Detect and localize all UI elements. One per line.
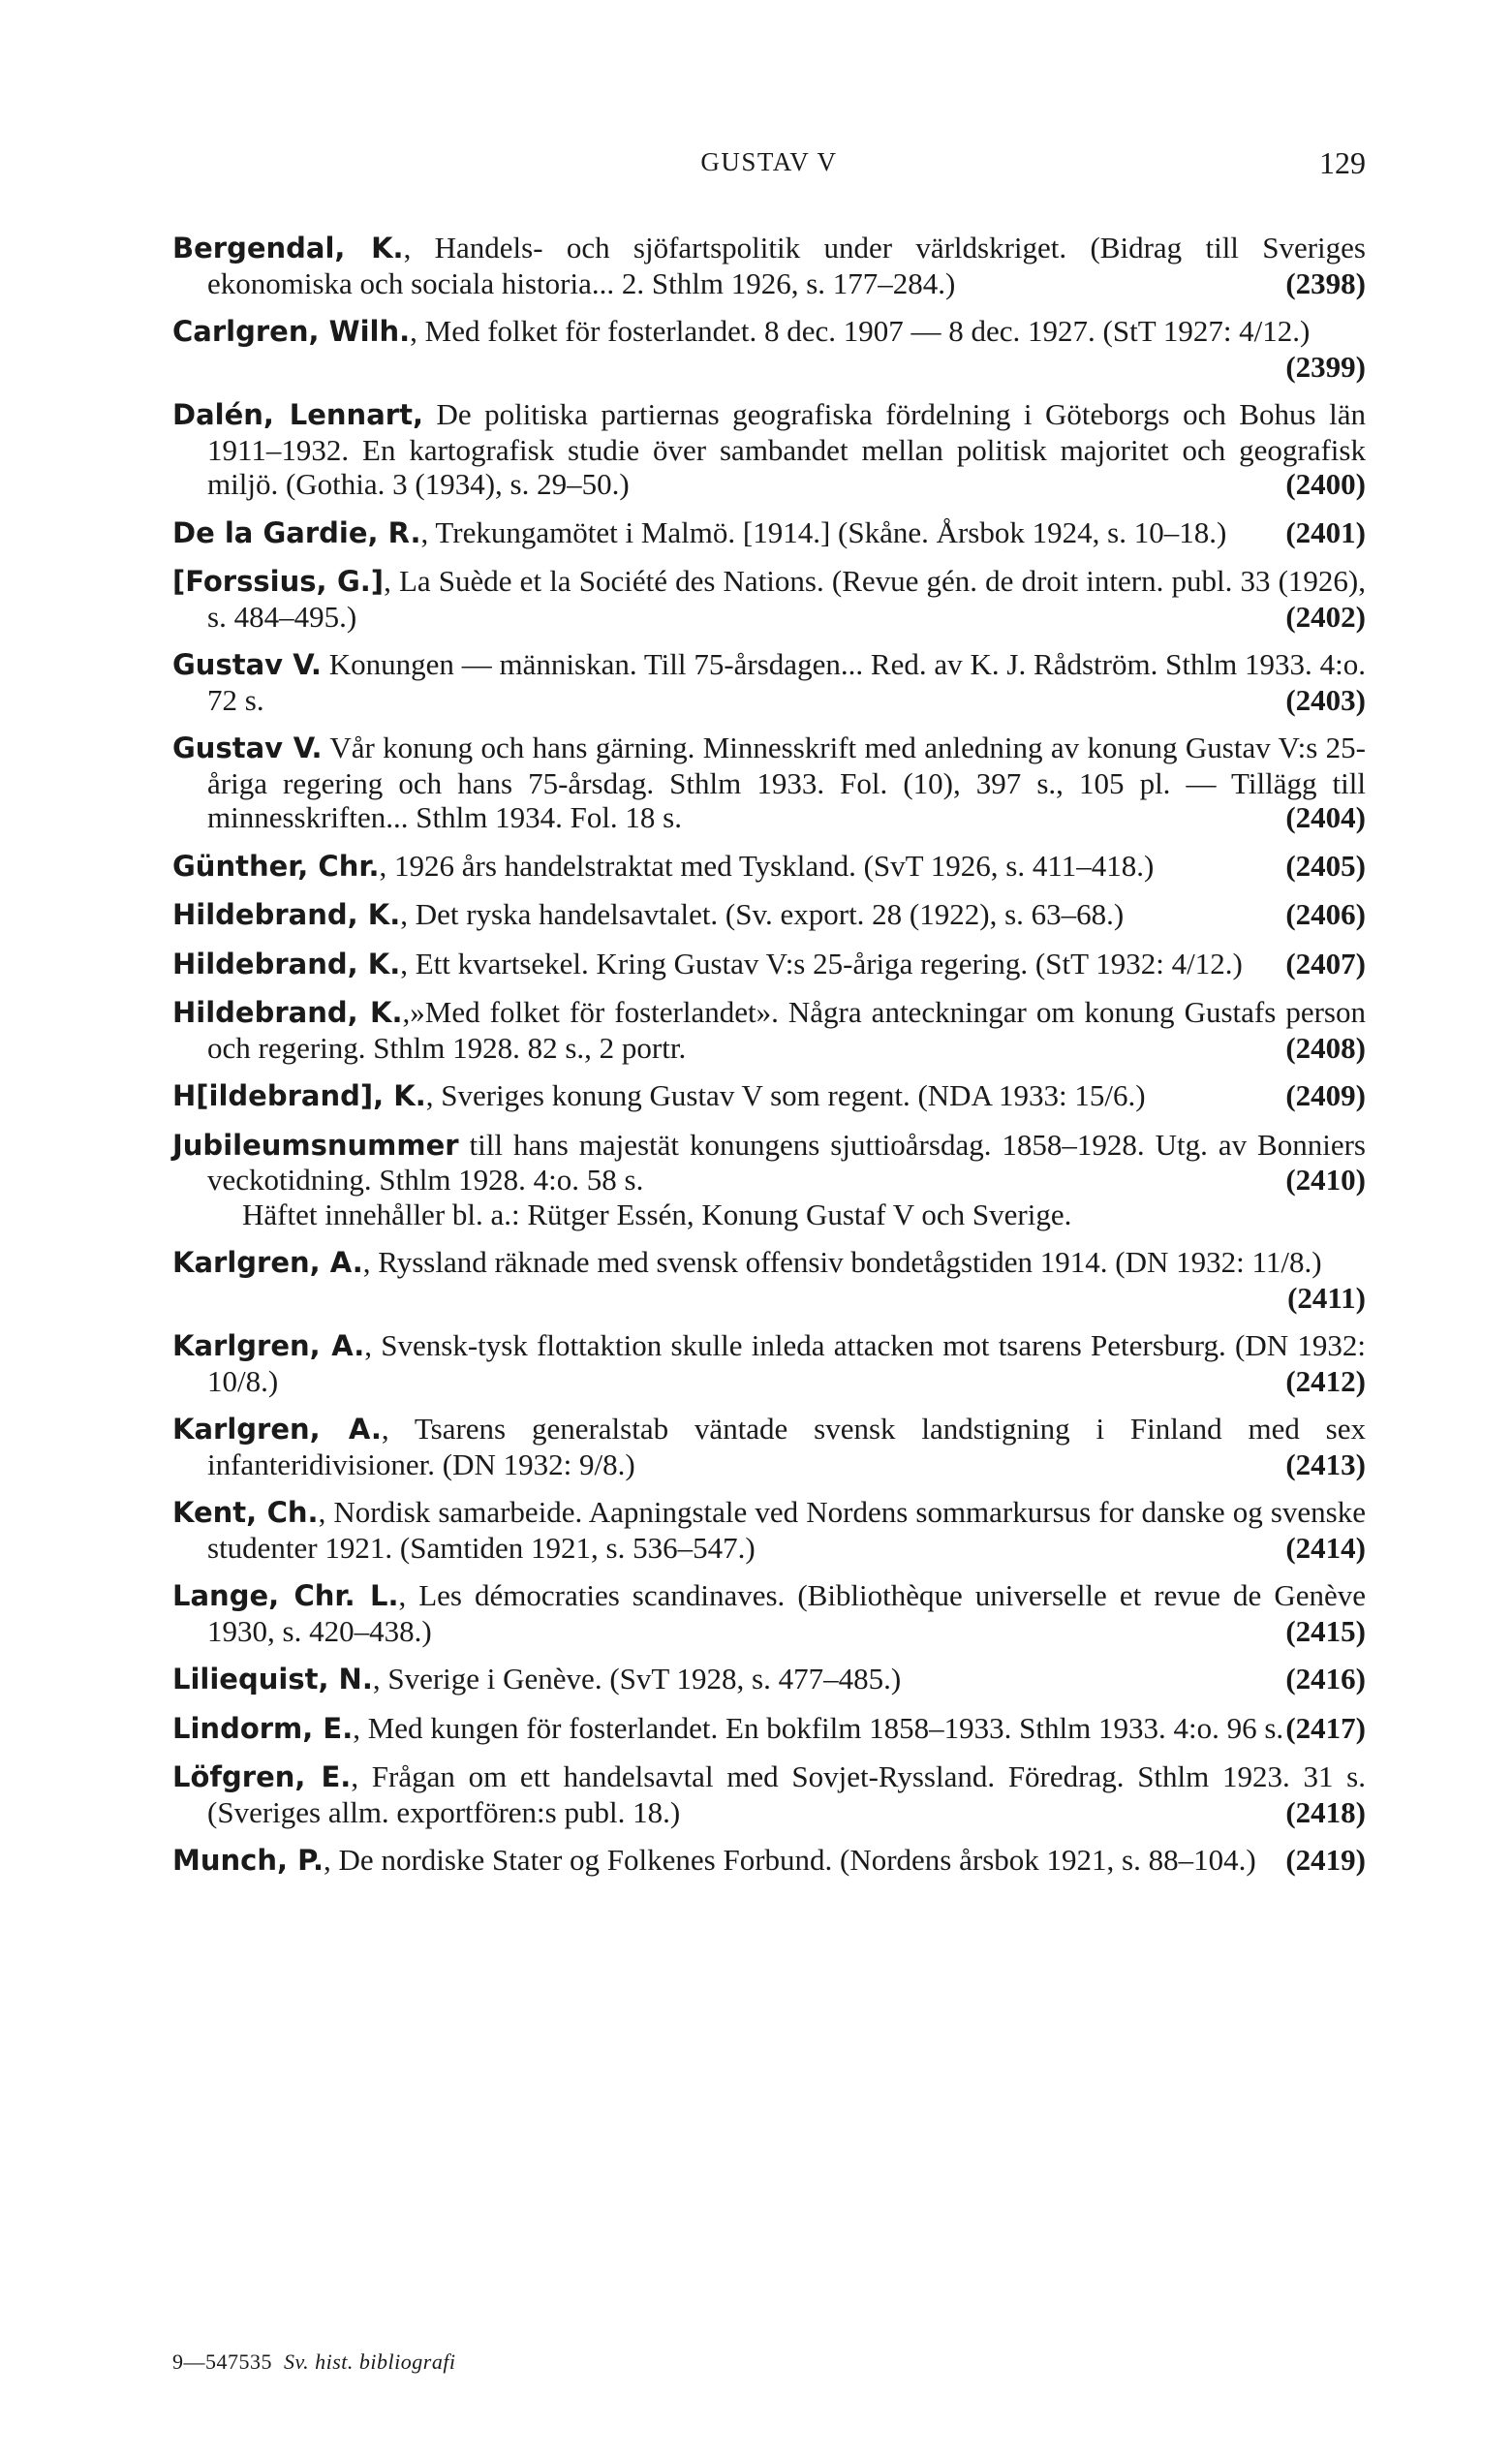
entry-text: , Med folket för fosterlandet. 8 dec. 1907 — 8 dec. 1927. (StT 1927: 4/12.) — [410, 314, 1311, 348]
entry-number: (2406) — [1285, 897, 1366, 931]
bibliography-entry — [172, 1245, 1366, 1315]
entry-text: , Sverige i Genève. (SvT 1928, s. 477–485.) — [372, 1662, 902, 1696]
entry-number: (2399) — [1285, 349, 1366, 384]
bibliography-entry — [172, 314, 1366, 384]
entry-author: Hildebrand, K. — [172, 996, 403, 1029]
entry-text: , Handels- och sjöfartspolitik under världskriget. (Bidrag till Sveriges ekonomiska och sociala historia... 2. Sthlm 1926, s. 177–284.) — [207, 231, 1366, 300]
bibliography-entry — [172, 897, 1366, 933]
entry-author: Dalén, Lennart, — [172, 398, 423, 431]
entry-author: Karlgren, A. — [172, 1413, 382, 1446]
entry-text: , Frågan om ett handelsavtal med Sovjet-Ryssland. Föredrag. Sthlm 1923. 31 s. (Sveriges allm. exportfören:s publ. 18.) — [207, 1759, 1366, 1829]
entry-text: , Ett kvartsekel. Kring Gustav V:s 25-åriga regering. (StT 1932: 4/12.) — [400, 946, 1243, 980]
entry-author: Lange, Chr. L. — [172, 1579, 399, 1612]
entry-text: De politiska partiernas geografiska fördelning i Göteborgs och Bohus län 1911–1932. En kartografisk studie över sambandet mellan politisk majoritet och geografisk miljö. (Gothia. 3 (1934), s. 29–50.) — [207, 397, 1366, 501]
entry-text: , Ryssland räknade med svensk offensiv bondetågstiden 1914. (DN 1932: 11/8.) — [362, 1245, 1322, 1279]
bibliography-entry — [172, 1495, 1366, 1565]
entry-author: Carlgren, Wilh. — [172, 315, 411, 348]
entry-number: (2404) — [1285, 800, 1366, 834]
bibliography-entry — [172, 849, 1366, 885]
entry-text: , Svensk-tysk flottaktion skulle inleda attacken mot tsarens Petersburg. (DN 1932: 10/8.) — [207, 1328, 1366, 1398]
entry-number: (2414) — [1285, 1530, 1366, 1565]
entry-author: Hildebrand, K. — [172, 898, 401, 931]
entry-number: (2400) — [1285, 467, 1366, 501]
entry-text: , Trekungamötet i Malmö. [1914.] (Skåne. Årsbok 1924, s. 10–18.) — [420, 514, 1227, 549]
entry-author: Karlgren, A. — [172, 1246, 363, 1279]
entry-author: [Forssius, G.] — [172, 565, 385, 598]
entry-number: (2410) — [1285, 1163, 1366, 1197]
entry-number: (2416) — [1285, 1662, 1366, 1696]
bibliography-entry — [172, 995, 1366, 1065]
entry-author: Günther, Chr. — [172, 849, 380, 883]
entry-number: (2417) — [1285, 1710, 1366, 1745]
entry-text: , Det ryska handelsavtalet. (Sv. export. 28 (1922), s. 63–68.) — [400, 897, 1125, 931]
entry-text: , Nordisk samarbeide. Aapningstale ved Nordens sommarkursus for danske og svenske studenter 1921. (Samtiden 1921, s. 536–547.) — [207, 1495, 1366, 1565]
entry-author: Löfgren, E. — [172, 1760, 352, 1793]
entry-number: (2409) — [1285, 1078, 1366, 1112]
bibliography-entry — [172, 231, 1366, 300]
bibliography-entry — [172, 564, 1366, 634]
bibliography-entry — [172, 947, 1366, 982]
signature-title: Sv. hist. bibliografi — [284, 2349, 456, 2374]
bibliography-entry — [172, 1759, 1366, 1829]
entry-author: H[ildebrand], K. — [172, 1079, 426, 1112]
entry-author: Jubileumsnummer — [172, 1128, 459, 1162]
bibliography-entry — [172, 1078, 1366, 1114]
entry-number: (2412) — [1285, 1363, 1366, 1398]
entry-number: (2401) — [1285, 514, 1366, 549]
entry-author: Munch, P. — [172, 1844, 324, 1877]
bibliography-entry — [172, 731, 1366, 835]
bibliography-entry — [172, 1412, 1366, 1481]
bibliography-entry — [172, 1578, 1366, 1648]
entry-author: Gustav V. — [172, 731, 323, 764]
bibliography-entry — [172, 1328, 1366, 1398]
entry-text: till hans majestät konungens sjuttioårsdag. 1858–1928. Utg. av Bonniers veckotidning. Sthlm 1928. 4:o. 58 s. — [207, 1127, 1366, 1197]
entry-number: (2402) — [1285, 599, 1366, 634]
entry-author: Gustav V. — [172, 648, 322, 681]
entry-number: (2413) — [1285, 1447, 1366, 1481]
entry-text: , De nordiske Stater og Folkenes Forbund. (Nordens årsbok 1921, s. 88–104.) — [324, 1843, 1256, 1877]
entry-text: ,»Med folket för fosterlandet». Några anteckningar om konung Gustafs person och regering. Sthlm 1928. 82 s., 2 portr. — [207, 995, 1366, 1065]
entry-note: Häftet innehåller bl. a.: Rütger Essén, Konung Gustaf V och Sverige. — [242, 1197, 1072, 1231]
entry-author: De la Gardie, R. — [172, 515, 421, 549]
entry-author: Karlgren, A. — [172, 1329, 365, 1362]
entry-author: Kent, Ch. — [172, 1496, 319, 1529]
entry-author: Lindorm, E. — [172, 1711, 354, 1745]
signature-code: 9—547535 — [172, 2349, 272, 2374]
running-head — [172, 147, 1366, 186]
entry-text: , Med kungen för fosterlandet. En bokfilm 1858–1933. Sthlm 1933. 4:o. 96 s. — [353, 1710, 1284, 1745]
entry-number: (2415) — [1285, 1613, 1366, 1648]
entry-number: (2418) — [1285, 1794, 1366, 1829]
entry-author: Liliequist, N. — [172, 1663, 373, 1696]
entry-author: Hildebrand, K. — [172, 947, 401, 980]
bibliography-entry — [172, 515, 1366, 551]
entry-number: (2419) — [1285, 1843, 1366, 1877]
bibliography-entry — [172, 1128, 1366, 1232]
entry-number: (2398) — [1285, 265, 1366, 300]
bibliography-entry — [172, 397, 1366, 502]
entry-text: , 1926 års handelstraktat med Tyskland. (SvT 1926, s. 411–418.) — [379, 848, 1155, 883]
entry-text: , Les démocraties scandinaves. (Bibliothèque universelle et revue de Genève 1930, s. 420–438.) — [207, 1578, 1366, 1648]
entry-number: (2411) — [1287, 1280, 1366, 1315]
entry-text: , Tsarens generalstab väntade svensk landstigning i Finland med sex infanteridivisioner. (DN 1932: 9/8.) — [207, 1412, 1366, 1481]
entry-number: (2407) — [1285, 946, 1366, 980]
entry-text: Konungen — människan. Till 75-årsdagen... Red. av K. J. Rådström. Sthlm 1933. 4:o. 72 s. — [207, 647, 1366, 717]
entry-number: (2403) — [1285, 682, 1366, 717]
printer-signature — [172, 2349, 456, 2375]
bibliography-list — [172, 231, 1366, 1892]
entry-author: Bergendal, K. — [172, 232, 404, 264]
page-number: 129 — [1319, 145, 1366, 180]
entry-text: Vår konung och hans gärning. Minnesskrift med anledning av konung Gustav V:s 25-åriga regering och hans 75-årsdag. Sthlm 1933. Fol. (10), 397 s., 105 pl. — Tillägg till minnesskriften... Sthlm 1934. Fol. 18 s. — [207, 731, 1366, 834]
page-title: GUSTAV V — [700, 147, 838, 176]
entry-number: (2405) — [1285, 848, 1366, 883]
entry-text: , Sveriges konung Gustav V som regent. (NDA 1933: 15/6.) — [425, 1078, 1146, 1112]
entry-number: (2408) — [1285, 1030, 1366, 1065]
bibliography-entry — [172, 647, 1366, 717]
bibliography-entry — [172, 1843, 1366, 1879]
entry-text: , La Suède et la Société des Nations. (Revue gén. de droit intern. publ. 33 (1926), s. 484–495.) — [207, 564, 1366, 634]
bibliography-entry — [172, 1662, 1366, 1697]
bibliography-entry — [172, 1711, 1366, 1747]
